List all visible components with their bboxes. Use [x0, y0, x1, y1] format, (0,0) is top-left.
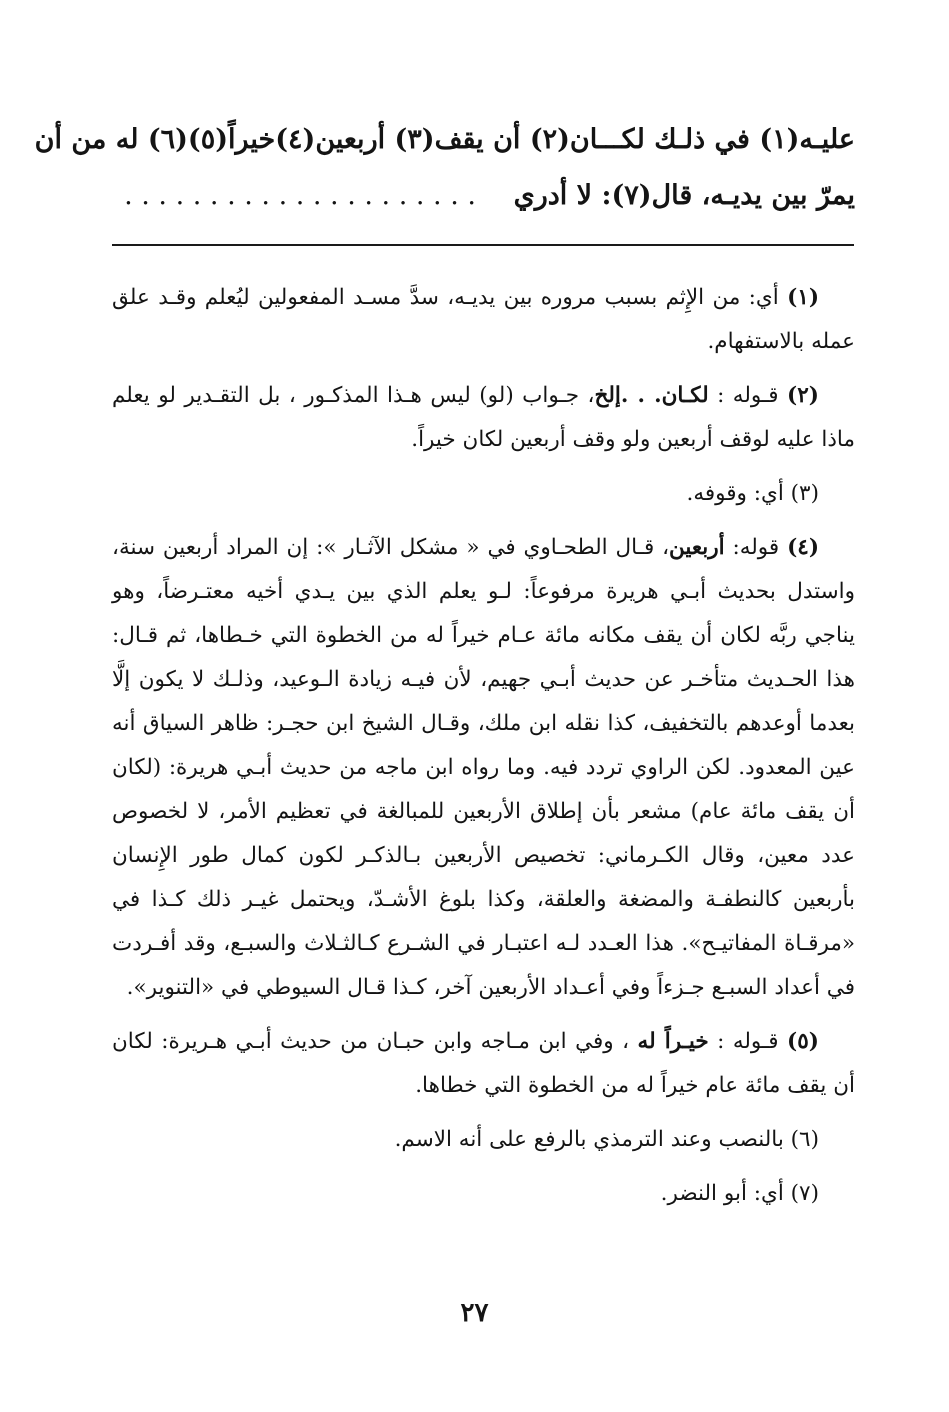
footnote-5 [112, 1020, 855, 1108]
footnote-4 [112, 526, 855, 1010]
footnote-number: (٧) [790, 1181, 819, 1206]
footnote-keyword: أربعين [669, 535, 725, 560]
footnote-lead: قـوله : [708, 1029, 779, 1054]
footnote-number: (١) [787, 285, 820, 310]
main-text-line-2-words: يمرّ بين يديـه، قال(٧): لا أدري [513, 180, 855, 211]
page-number: ٢٧ [460, 1298, 489, 1328]
footnote-1 [112, 276, 855, 364]
footnote-text: أي: من الإِثم بسبب مروره بين يديـه، سدَّ مسـد المفعولين ليُعلم وقـد علق عمله بالاستفهام. [112, 285, 855, 354]
footnote-separator [112, 244, 854, 246]
footnote-number: (٣) [790, 481, 819, 506]
ellipsis-dots: . . . . . . . . . . . . . . . . . . . . . [124, 180, 476, 211]
footnote-lead: قوله: [724, 535, 780, 560]
footnote-text: بالنصب وعند الترمذي بالرفع على أنه الاسم. [394, 1127, 784, 1152]
footnote-keyword: خيـراً له [637, 1029, 709, 1054]
footnote-text: ، قـال الطحـاوي في « مشكل الآثـار »: إن المراد أربعين سنة، واستدل بحديث أبـي هريرة مرفوعاً: لـو يعلم الذي بين يـدي أخيه معتـرضاً، وهو يناجي ربَّه لكان أن يقف مكانه مائة عـام خيراً له من الخطوة التي خـطاها، ثم قـال: هذا الحـديث متأخـر عن حديث أبـي جهيم، لأن فيـه زيادة الـوعيد، وذلـك لا يكون إلَّا بعدما أوعدهم بالتخفيف، كذا نقله ابن ملك، وقـال الشيخ ابن حجـر: ظاهر السياق أنه عين المعدود. لكن الراوي تردد فيه. وما رواه ابن ماجه من حديث أبـي هريرة: (لكان أن يقف مائة عام) مشعر بأن إطلاق الأربعين للمبالغة في تعظيم الأمر، لا لخصوص عدد معين، وقال الكـرماني: تخصيص الأربعين بـالذكـر لكون كمال طور الإِنسان بأربعين كالنطفـة والمضغة والعلقة، وكذا بلوغ الأشـدّ، ويحتمل غيـر ذلك كـذا في «مرقـاة المفاتيـح». هذا العـدد لـه اعتبـار في الشـرع كـالثـلاث والسبـع، وقد أفـردت في أعداد السبـع جـزءاً وفي أعـداد الأربعين آخر، كـذا قـال السيوطي في «التنوير». [112, 535, 855, 1000]
footnote-number: (٢) [787, 383, 819, 408]
footnote-text: ، وفي ابن مـاجه وابن حبـان من حديث أبـي هـريرة: لكان أن يقف مائة عام خيراً له من الخطوة التي خطاها. [112, 1029, 855, 1098]
main-text-line-2 [112, 168, 855, 224]
main-text [34, 112, 855, 224]
footnote-text: أي: وقوفه. [686, 481, 784, 506]
footnote-keyword: لكـان. . .إلخ [594, 383, 709, 408]
footnote-3 [112, 472, 855, 516]
footnote-text: ، جـواب (لو) ليس هـذا المذكـور ، بل التقـدير لو يعلم ماذا عليه لوقف أربعين ولو وقف أربعين لكان خيراً. [112, 383, 855, 452]
footnote-7 [112, 1172, 855, 1216]
footnote-2 [112, 374, 855, 462]
footnote-6 [112, 1118, 855, 1162]
footnote-number: (٥) [787, 1029, 819, 1054]
footnote-number: (٤) [787, 535, 819, 560]
footnote-number: (٦) [790, 1127, 819, 1152]
main-text-line-1: عليـه(١) في ذلـك لكـــان(٢) أن يقف(٣) أربعين(٤)خيراً(٥)(٦) له من أن [34, 124, 855, 155]
footnotes [112, 276, 855, 1226]
footnote-lead: قـوله : [708, 383, 779, 408]
footnote-text: أي: أبو النضر. [660, 1181, 784, 1206]
